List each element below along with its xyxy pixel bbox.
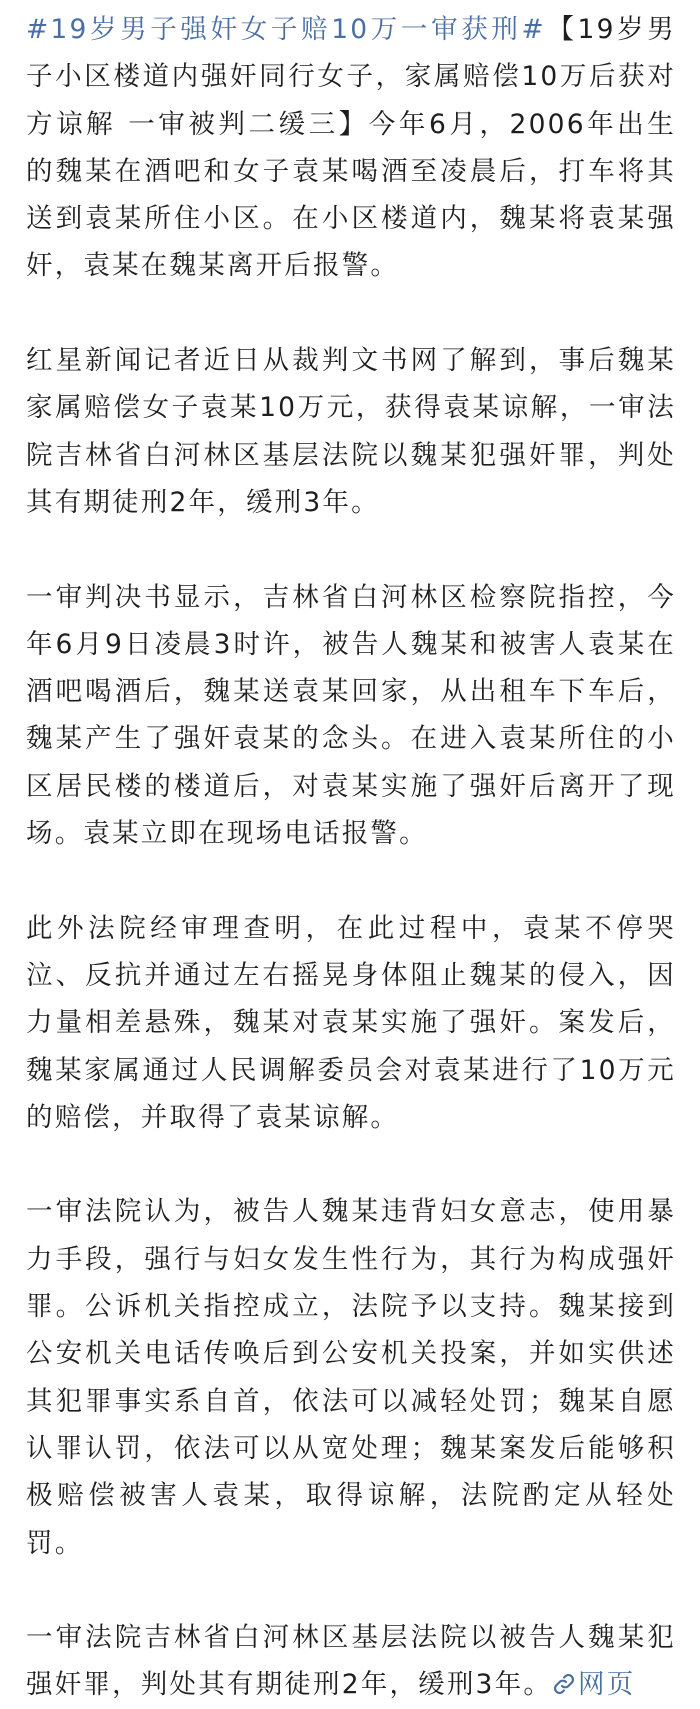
post-paragraph [26, 1614, 676, 1709]
paragraph-text: 一审法院吉林省白河林区基层法院以被告人魏某犯强奸罪，判处其有期徒刑2年，缓刑3年。 [26, 1622, 676, 1701]
post-paragraph: 一审法院认为，被告人魏某违背妇女意志，使用暴力手段，强行与妇女发生性行为，其行为构成强奸罪。公诉机关指控成立，法院予以支持。魏某接到公安机关电话传唤后到公安机关投案，并如实供述其犯罪事实系自首，依法可以减轻处罚；魏某自愿认罪认罚，依法可以从宽处理；魏某案发后能够积极赔偿被害人袁某，取得谅解，法院酌定从轻处罚。 [26, 1196, 676, 1559]
link-icon [552, 1672, 576, 1696]
post-paragraph: 红星新闻记者近日从裁判文书网了解到，事后魏某家属赔偿女子袁某10万元，获得袁某谅解，一审法院吉林省白河林区基层法院以魏某犯强奸罪，判处其有期徒刑2年，缓刑3年。 [26, 345, 676, 518]
web-link-label: 网页 [578, 1669, 636, 1701]
topic-link[interactable]: #19岁男子强奸女子赔10万一审获刑# [26, 14, 546, 45]
post-paragraph [26, 6, 676, 290]
paragraph-text: 【19岁男子小区楼道内强奸同行女子，家属赔偿10万后获对方谅解 一审被判二缓三】今年6月，2006年出生的魏某在酒吧和女子袁某喝酒至凌晨后，打车将其送到袁某所住小区。在小区楼道内，魏某将袁某强奸，袁某在魏某离开后报警。 [26, 14, 676, 282]
post-paragraph: 一审判决书显示，吉林省白河林区检察院指控，今年6月9日凌晨3时许，被告人魏某和被害人袁某在酒吧喝酒后，魏某送袁某回家，从出租车下车后，魏某产生了强奸袁某的念头。在进入袁某所住的小区居民楼的楼道后，对袁某实施了强奸后离开了现场。袁某立即在现场电话报警。 [26, 581, 676, 850]
web-link[interactable] [552, 1669, 635, 1700]
post-paragraph: 此外法院经审理查明，在此过程中，袁某不停哭泣、反抗并通过左右摇晃身体阻止魏某的侵入，因力量相差悬殊，魏某对袁某实施了强奸。案发后，魏某家属通过人民调解委员会对袁某进行了10万元的赔偿，并取得了袁某谅解。 [26, 912, 676, 1133]
